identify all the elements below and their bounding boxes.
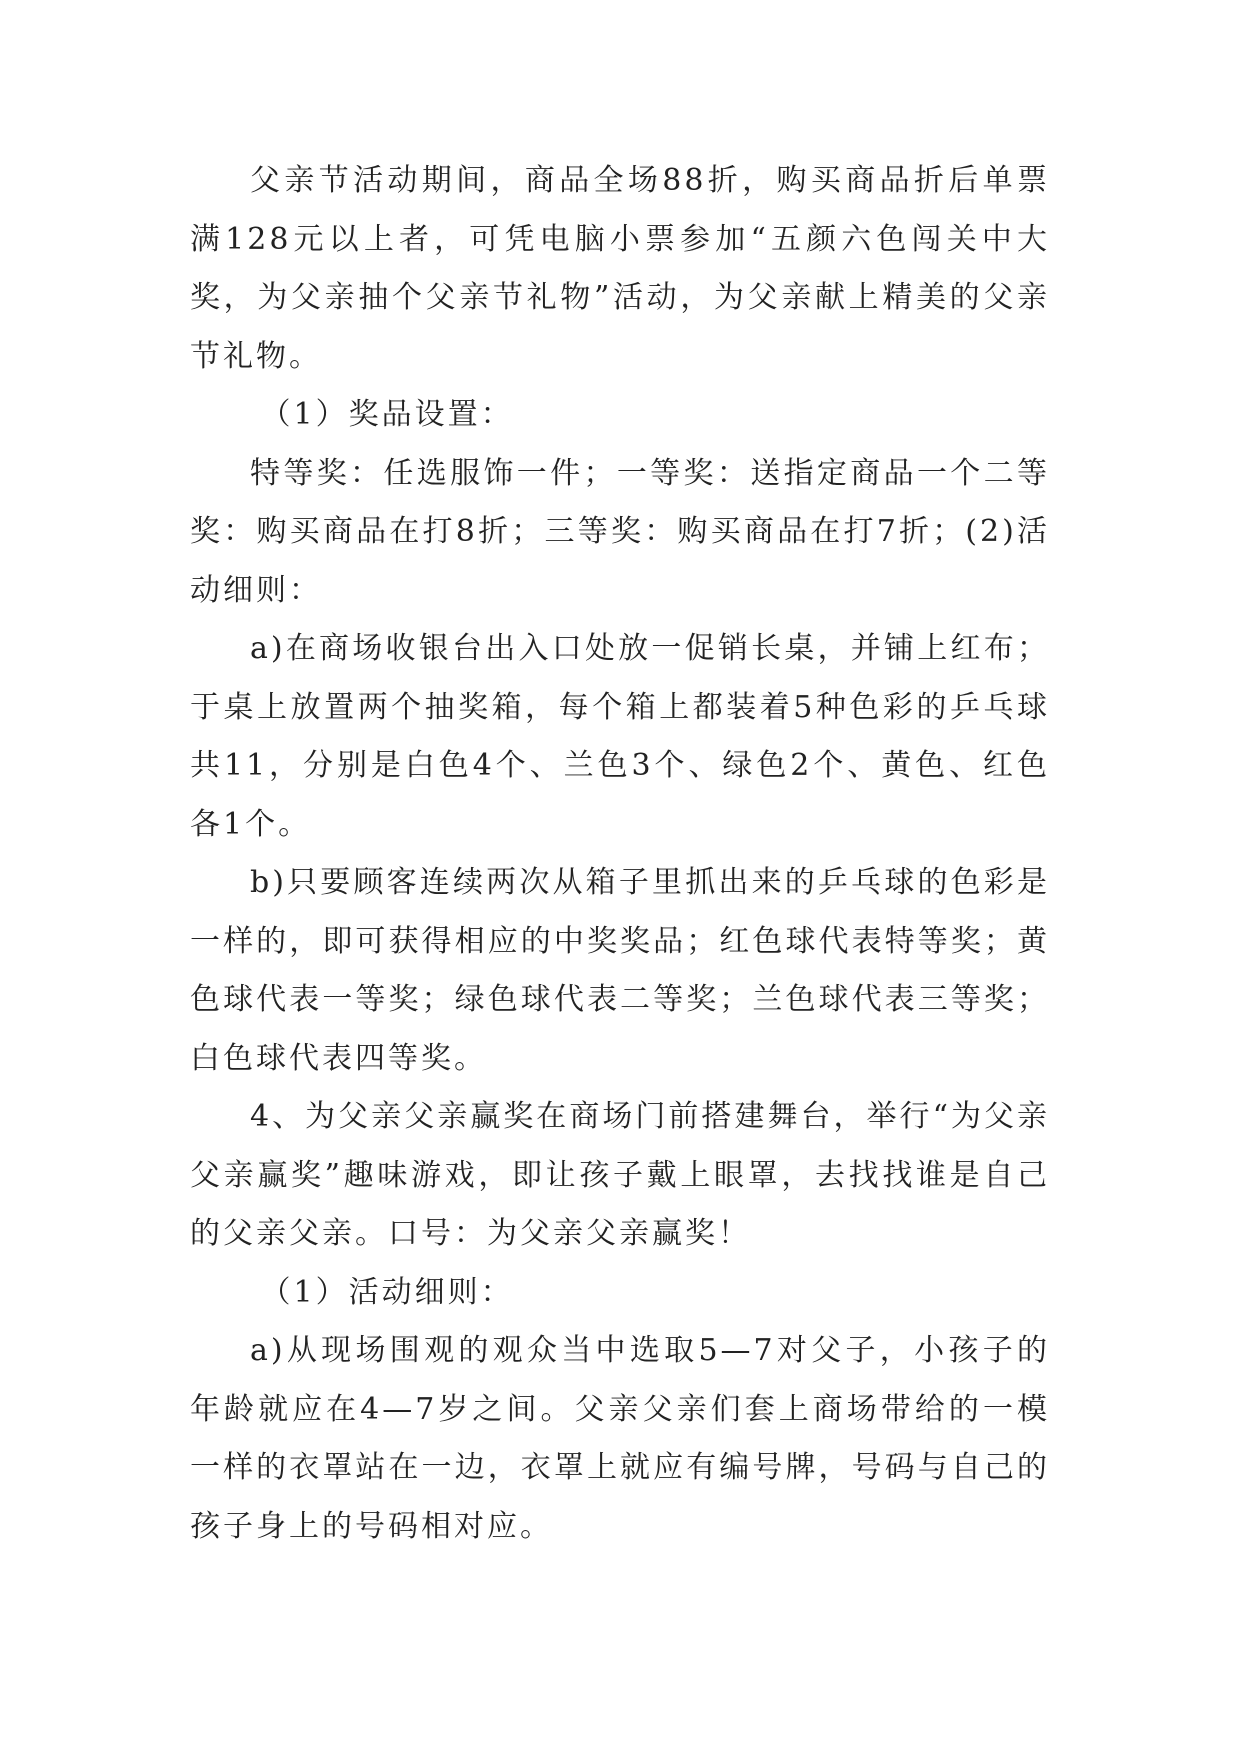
paragraph-prize-list: 特等奖：任选服饰一件；一等奖：送指定商品一个二等奖：购买商品在打8折；三等奖：购买商品在打7折；(2)活动细则： [190,455,1050,608]
paragraph-prize-heading: （1）奖品设置： [260,397,514,432]
paragraph-rule-b: b)只要顾客连续两次从箱子里抓出来的乒乓球的色彩是一样的，即可获得相应的中奖奖品；红色球代表特等奖；黄色球代表一等奖；绿色球代表二等奖；兰色球代表三等奖；白色球代表四等奖。 [190,865,1050,1076]
paragraph-detail-heading: （1）活动细则： [260,1274,514,1310]
paragraph-detail-a: a)从现场围观的观众当中选取5—7对父子，小孩子的年龄就应在4—7岁之间。父亲父亲们套上商场带给的一模一样的衣罩站在一边，衣罩上就应有编号牌，号码与自己的孩子身上的号码相对应。 [190,1333,1050,1544]
document-body [190,152,1050,1556]
paragraph-activity-4: 4、为父亲父亲赢奖在商场门前搭建舞台，举行“为父亲父亲赢奖”趣味游戏，即让孩子戴上眼罩，去找找谁是自己的父亲父亲。口号：为父亲父亲赢奖！ [190,1099,1050,1251]
paragraph-rule-a: a)在商场收银台出入口处放一促销长桌，并铺上红布；于桌上放置两个抽奖箱，每个箱上都装着5种色彩的乒乓球共11，分别是白色4个、兰色3个、绿色2个、黄色、红色各1个。 [190,631,1050,842]
paragraph-intro: 父亲节活动期间，商品全场88折，购买商品折后单票满128元以上者，可凭电脑小票参加“五颜六色闯关中大奖，为父亲抽个父亲节礼物”活动，为父亲献上精美的父亲节礼物。 [190,163,1050,374]
